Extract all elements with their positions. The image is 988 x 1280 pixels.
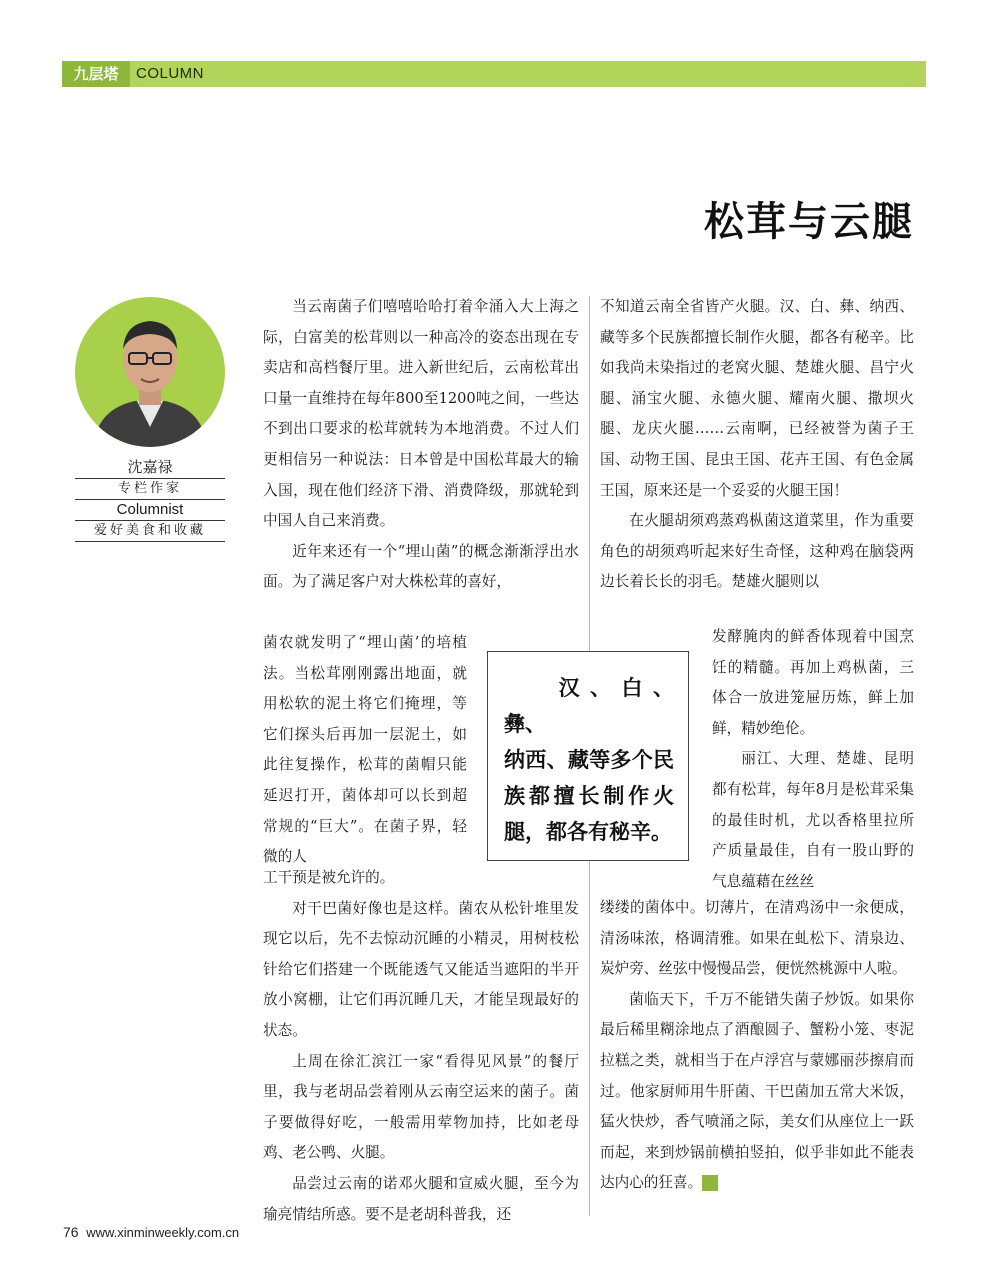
paragraph: 在火腿胡须鸡蒸鸡枞菌这道菜里，作为重要角色的胡须鸡听起来好生奇怪，这种鸡在脑袋两边长着长长的羽毛。楚雄火腿则以 xyxy=(600,512,914,591)
column-header-bar xyxy=(62,61,926,87)
paragraph xyxy=(600,985,914,1199)
author-portrait-icon xyxy=(75,297,225,447)
text-column-right-wrap xyxy=(712,622,914,897)
page-footer xyxy=(63,1224,239,1240)
paragraph: 品尝过云南的诺邓火腿和宣威火腿，至今为瑜亮情结所惑。要不是老胡科普我，还 xyxy=(263,1174,579,1223)
author-photo xyxy=(75,297,225,447)
author-info xyxy=(75,457,225,542)
paragraph: 上周在徐汇滨江一家“看得见风景”的餐厅里，我与老胡品尝着刚从云南空运来的菌子。菌子要做得好吃，一般需用荤物加持，比如老母鸡、老公鸭、火腿。 xyxy=(263,1052,579,1162)
text-column-right-lower xyxy=(600,893,914,1199)
author-role-en: Columnist xyxy=(75,500,225,521)
paragraph-continued: 菌农就发明了“埋山菌’的培植法。当松茸刚刚露出地面，就用松软的泥土将它们掩埋，等它们探头后再加一层泥土，如此往复操作，松茸的菌帽只能延迟打开，菌体却可以长到超常规的“巨大”。在菌子界，轻微的人 xyxy=(263,634,467,866)
paragraph: 丽江、大理、楚雄、昆明都有松茸，每年8月是松茸采集的最佳时机，尤以香格里拉所产质量最佳，自有一股山野的气息蕴藉在丝丝 xyxy=(712,750,914,890)
website-url: www.xinminweekly.com.cn xyxy=(86,1225,240,1240)
author-role: 专栏作家 xyxy=(75,479,225,500)
author-name: 沈嘉禄 xyxy=(75,457,225,479)
pull-quote-line: 汉、白、彝、 xyxy=(504,676,674,736)
text-column-left-wrap xyxy=(263,628,467,873)
page-number: 76 xyxy=(63,1224,79,1240)
paragraph: 对干巴菌好像也是这样。菌农从松针堆里发现它以后，先不去惊动沉睡的小精灵，用树枝松针给它们搭建一个既能透气又能适当遮阳的半开放小窝棚，让它们再沉睡几天，才能呈现最好的状态。 xyxy=(263,899,579,1039)
text-column-left xyxy=(263,292,579,598)
end-mark-icon: 民 xyxy=(702,1175,718,1191)
paragraph-continued: 缕缕的菌体中。切薄片，在清鸡汤中一汆便成，清汤味浓，格调清雅。如果在虬松下、清泉边、炭炉旁、丝弦中慢慢品尝，便恍然桃源中人啦。 xyxy=(600,899,914,978)
paragraph: 近年来还有一个“埋山菌”的概念渐渐浮出水面。为了满足客户对大株松茸的喜好， xyxy=(263,542,579,591)
author-hobby: 爱好美食和收藏 xyxy=(75,521,225,542)
article-title: 松茸与云腿 xyxy=(704,198,914,245)
paragraph-continued: 工干预是被允许的。 xyxy=(263,869,395,886)
text-column-right xyxy=(600,292,914,598)
pull-quote-text: 纳西、藏等多个民族都擅长制作火腿，都各有秘辛。 xyxy=(504,748,674,844)
pull-quote xyxy=(487,651,689,861)
paragraph: 当云南菌子们嘻嘻哈哈打着伞涌入大上海之际，白富美的松茸则以一种高冷的姿态出现在专卖店和高档餐厅里。进入新世纪后，云南松茸出口量一直维持在每年800至1200吨之间，一些达不到出口要求的松茸就转为本地消费。不过人们更相信另一种说法：日本曾是中国松茸最大的输入国，现在他们经济下滑、消费降级，那就轮到中国人自己来消费。 xyxy=(263,298,579,530)
column-label: COLUMN xyxy=(136,65,205,82)
paragraph-continued: 发酵腌肉的鲜香体现着中国烹饪的精髓。再加上鸡枞菌，三体合一放进笼屉历炼，鲜上加鲜，精妙绝伦。 xyxy=(712,628,914,737)
column-tag: 九层塔 xyxy=(62,61,130,87)
paragraph-text: 菌临天下，千万不能错失菌子炒饭。如果你最后稀里糊涂地点了酒酿圆子、蟹粉小笼、枣泥拉糕之类，就相当于在卢浮宫与蒙娜丽莎擦肩而过。他家厨师用牛肝菌、干巴菌加五常大米饭，猛火快炒，香气喷涌之际，美女们从座位上一跃而起，来到炒锅前横拍竖拍，似乎非如此不能表达内心的狂喜。 xyxy=(600,990,914,1192)
paragraph-continued: 不知道云南全省皆产火腿。汉、白、彝、纳西、藏等多个民族都擅长制作火腿，都各有秘辛。比如我尚未染指过的老窝火腿、楚雄火腿、昌宁火腿、涌宝火腿、永德火腿、耀南火腿、撒坝火腿、龙庆火腿……云南啊，已经被誉为菌子王国、动物王国、昆虫王国、花卉王国、有色金属王国，原来还是一个妥妥的火腿王国！ xyxy=(600,298,914,499)
text-column-left-lower xyxy=(263,863,579,1230)
